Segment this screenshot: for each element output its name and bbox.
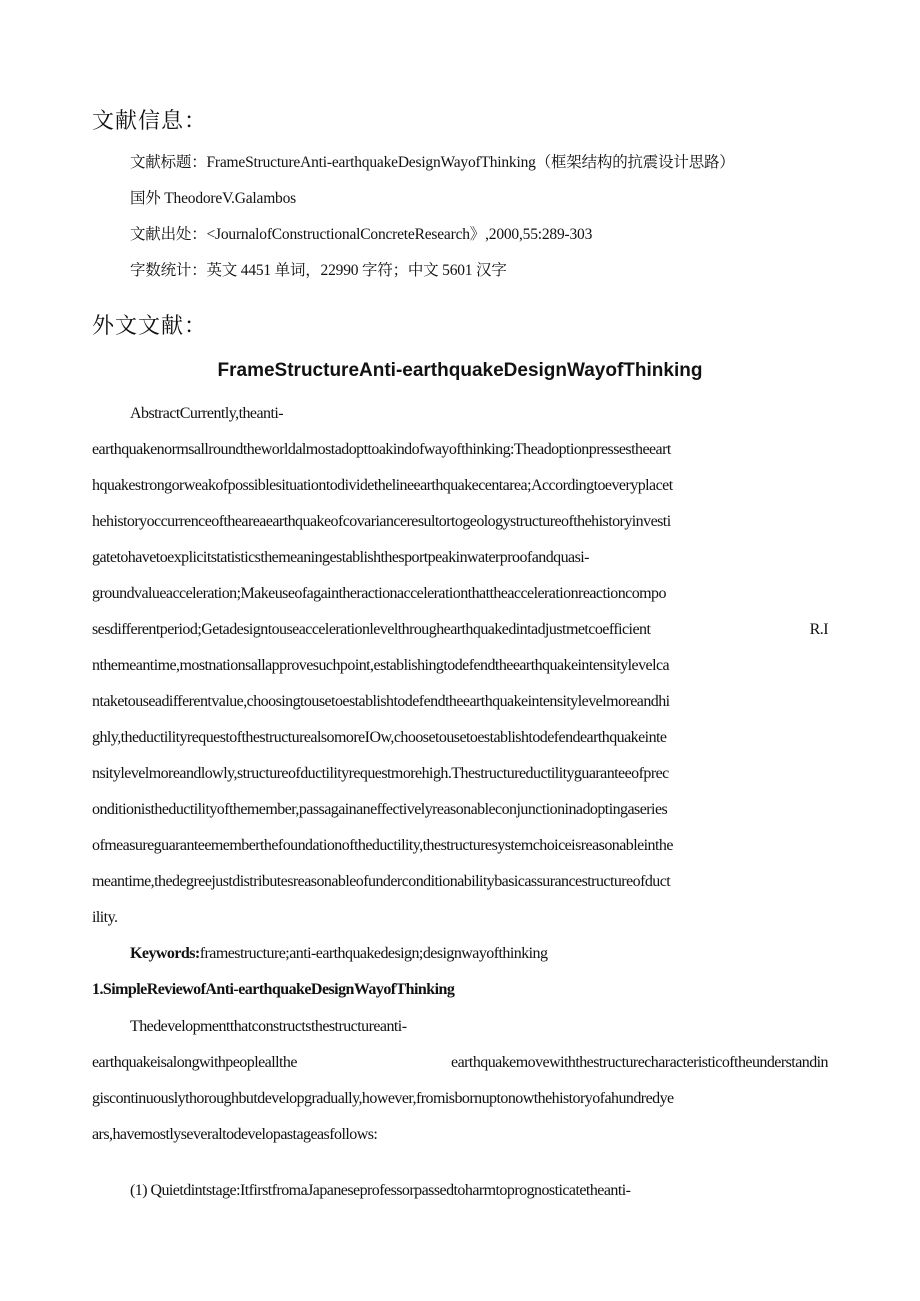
abstract-line: gatetohavetoexplicitstatisticsthemeaningestablishthesportpeakinwaterproofandquasi-: [92, 549, 589, 566]
abstract-line: meantime,thedegreejustdistributesreasonableofunderconditionabilitybasicassurancestructureofduct: [92, 873, 671, 890]
abstract-line: hehistoryoccurrenceoftheareaearthquakeofcovarianceresultortogeologystructureofthehistoryinvesti: [92, 513, 671, 530]
keywords-label: Keywords:: [130, 945, 200, 962]
abstract-line: AbstractCurrently,theanti-: [130, 405, 284, 422]
abstract-line: nsitylevelmoreandlowly,structureofductilityrequestmorehigh.Thestructureductilityguaranteeofprec: [92, 765, 669, 782]
abstract-line: ility.: [92, 909, 118, 926]
section-line: earthquakeisalongwithpeopleallthe earthquakemovewiththestructurecharacteristicoftheunderstandin: [92, 1054, 828, 1071]
abstract-line: ghly,theductilityrequestofthestructurealsomoreIOw,choosetousetoestablishtodefendearthquakeinte: [92, 729, 667, 746]
meta-title-line: 文献标题：FrameStructureAnti-earthquakeDesignWayofThinking（框架结构的抗震设计思路）: [130, 154, 735, 171]
section-line: Thedevelopmentthatconstructsthestructureanti-: [130, 1018, 407, 1035]
abstract-line: groundvalueacceleration;Makeuseofagaintheractionaccelerationthattheaccelerationreactioncompo: [92, 585, 666, 602]
keywords-line: [130, 945, 828, 963]
abstract-line: ntaketouseadifferentvalue,choosingtousetoestablishtodefendtheearthquakeintensitylevelmoreandhi: [92, 693, 670, 710]
meta-count-line: 字数统计：英文 4451 单词，22990 字符；中文 5601 汉字: [130, 262, 507, 279]
info-heading: 文献信息：: [92, 109, 208, 134]
abstract-line: ofmeasureguaranteememberthefoundationoftheductility,thestructuresystemchoiceisreasonableinthe: [92, 837, 673, 854]
abstract-line: sesdifferentperiod;Getadesigntouseaccelerationlevelthroughearthquakedintadjustmetcoefficient R.I: [92, 621, 828, 638]
abstract-line: onditionistheductilityofthemember,passagainaneffectivelyreasonableconjunctioninadoptingaseries: [92, 801, 668, 818]
abstract-line: hquakestrongorweakofpossiblesituationtodividethelineearthquakecentarea;Accordingtoeveryplacet: [92, 477, 673, 494]
abstract-line: nthemeantime,mostnationsallapprovesuchpoint,establishingtodefendtheearthquakeintensitylevelca: [92, 657, 670, 674]
foreign-heading: 外文文献：: [92, 314, 208, 339]
paper-title: FrameStructureAnti-earthquakeDesignWayofThinking: [217, 360, 703, 381]
abstract-line: earthquakenormsallroundtheworldalmostadopttoakindofwayofthinking:Theadoptionpressestheeart: [92, 441, 671, 458]
section-heading: 1.SimpleReviewofAnti-earthquakeDesignWayofThinking: [92, 981, 455, 998]
keywords-text: framestructure;anti-earthquakedesign;designwayofthinking: [199, 945, 548, 962]
meta-author-line: 国外 TheodoreV.Galambos: [130, 190, 296, 207]
section-line: ars,havemostlyseveraltodevelopastageasfollows:: [92, 1126, 378, 1143]
stage-line: (1) Quietdintstage:ItfirstfromaJapaneseprofessorpassedtoharmtoprognosticatetheanti-: [130, 1182, 631, 1199]
section-line: giscontinuouslythoroughbutdevelopgradually,however,fromisbornuptonowthehistoryofahundredye: [92, 1090, 674, 1107]
meta-source-line: 文献出处：<JournalofConstructionalConcreteResearch》,2000,55:289-303: [130, 226, 593, 243]
